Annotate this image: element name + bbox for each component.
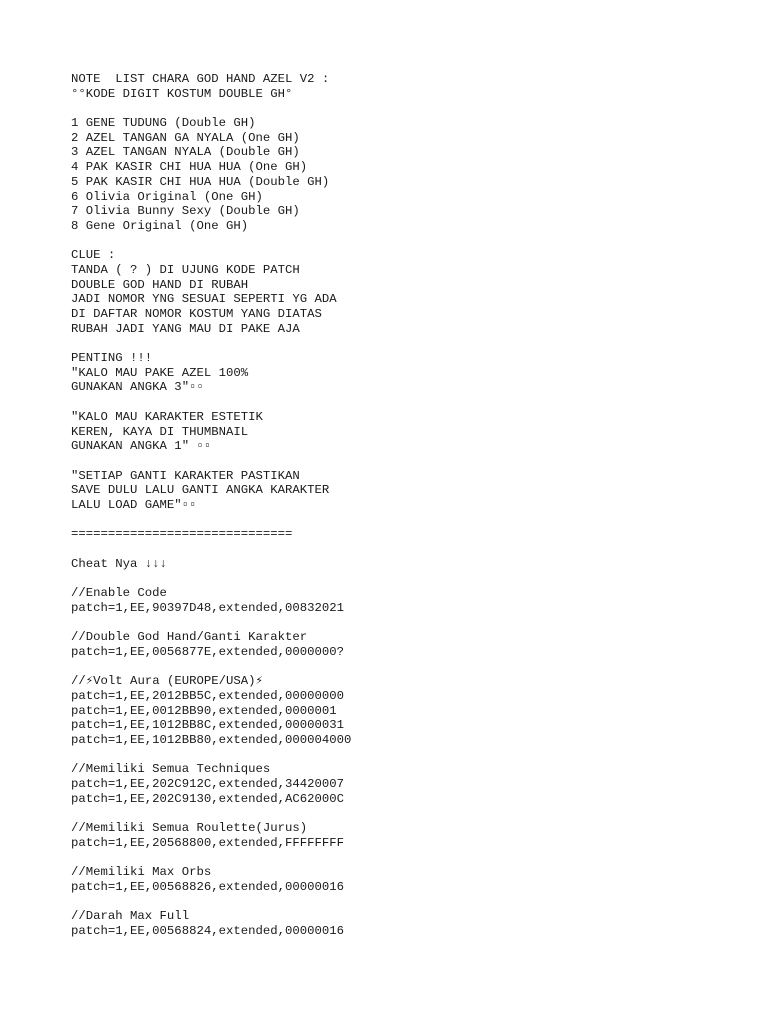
text-line: patch=1,EE,2012BB5C,extended,00000000 (71, 688, 345, 703)
text-block (71, 865, 751, 894)
text-line: SAVE DULU LALU GANTI ANGKA KARAKTER (71, 483, 330, 498)
text-line: 5 PAK KASIR CHI HUA HUA (Double GH) (71, 174, 330, 189)
text-line: TANDA ( ? ) DI UJUNG KODE PATCH (71, 262, 300, 277)
text-block (71, 821, 751, 850)
text-line: patch=1,EE,1012BB80,extended,000004000 (71, 732, 352, 747)
text-line: patch=1,EE,0012BB90,extended,0000001 (71, 703, 337, 718)
text-line: patch=1,EE,1012BB8C,extended,00000031 (71, 718, 345, 733)
text-line: PENTING !!! (71, 351, 153, 366)
text-block (71, 527, 751, 542)
text-line: ============================== (71, 527, 293, 542)
text-line: //Memiliki Semua Techniques (71, 762, 271, 777)
text-line: "SETIAP GANTI KARAKTER PASTIKAN (71, 468, 300, 483)
text-line: patch=1,EE,202C9130,extended,AC62000C (71, 791, 345, 806)
text-line: CLUE : (71, 248, 116, 263)
text-line: 4 PAK KASIR CHI HUA HUA (One GH) (71, 160, 308, 175)
text-line: RUBAH JADI YANG MAU DI PAKE AJA (71, 321, 300, 336)
document-page (71, 72, 751, 953)
text-line: patch=1,EE,90397D48,extended,00832021 (71, 600, 345, 615)
text-line: 2 AZEL TANGAN GA NYALA (One GH) (71, 130, 300, 145)
text-line: NOTE LIST CHARA GOD HAND AZEL V2 : (71, 72, 330, 86)
text-block (71, 116, 751, 234)
text-line: GUNAKAN ANGKA 1" ▫▫ (71, 439, 212, 454)
text-line: 6 Olivia Original (One GH) (71, 189, 263, 204)
text-line: patch=1,EE,0056877E,extended,0000000? (71, 644, 345, 659)
text-line: patch=1,EE,00568824,extended,00000016 (71, 923, 345, 938)
text-line: 8 Gene Original (One GH) (71, 218, 249, 233)
text-line: JADI NOMOR YNG SESUAI SEPERTI YG ADA (71, 292, 337, 307)
text-line: patch=1,EE,20568800,extended,FFFFFFFF (71, 835, 345, 850)
text-line: 3 AZEL TANGAN NYALA (Double GH) (71, 145, 300, 160)
text-line: "KALO MAU KARAKTER ESTETIK (71, 409, 263, 424)
text-line: //Memiliki Semua Roulette(Jurus) (71, 821, 308, 836)
text-block (71, 909, 751, 938)
text-line: //Darah Max Full (71, 909, 190, 924)
text-line: patch=1,EE,202C912C,extended,34420007 (71, 777, 345, 791)
text-line: patch=1,EE,00568826,extended,00000016 (71, 879, 345, 894)
text-line: °°KODE DIGIT KOSTUM DOUBLE GH° (71, 86, 293, 101)
text-line: "KALO MAU PAKE AZEL 100% (71, 365, 249, 380)
text-line: //⚡Volt Aura (EUROPE/USA)⚡ (71, 674, 263, 689)
text-block (71, 72, 751, 101)
text-line: Cheat Nya ↓↓↓ (71, 556, 167, 571)
text-block (71, 557, 751, 572)
text-line: //Memiliki Max Orbs (71, 865, 212, 880)
text-line: GUNAKAN ANGKA 3"▫▫ (71, 380, 204, 395)
text-line: 1 GENE TUDUNG (Double GH) (71, 116, 256, 131)
text-block (71, 674, 751, 747)
text-line: KEREN, KAYA DI THUMBNAIL (71, 424, 249, 439)
text-block (71, 248, 751, 336)
text-block (71, 469, 751, 513)
text-block (71, 630, 751, 659)
text-line: //Enable Code (71, 586, 167, 601)
text-block (71, 410, 751, 454)
text-block (71, 351, 751, 395)
text-line: 7 Olivia Bunny Sexy (Double GH) (71, 204, 300, 219)
text-block (71, 586, 751, 615)
text-block (71, 762, 751, 806)
text-line: //Double God Hand/Ganti Karakter (71, 630, 308, 645)
text-line: DOUBLE GOD HAND DI RUBAH (71, 277, 249, 292)
text-line: DI DAFTAR NOMOR KOSTUM YANG DIATAS (71, 307, 322, 321)
text-line: LALU LOAD GAME"▫▫ (71, 497, 197, 512)
